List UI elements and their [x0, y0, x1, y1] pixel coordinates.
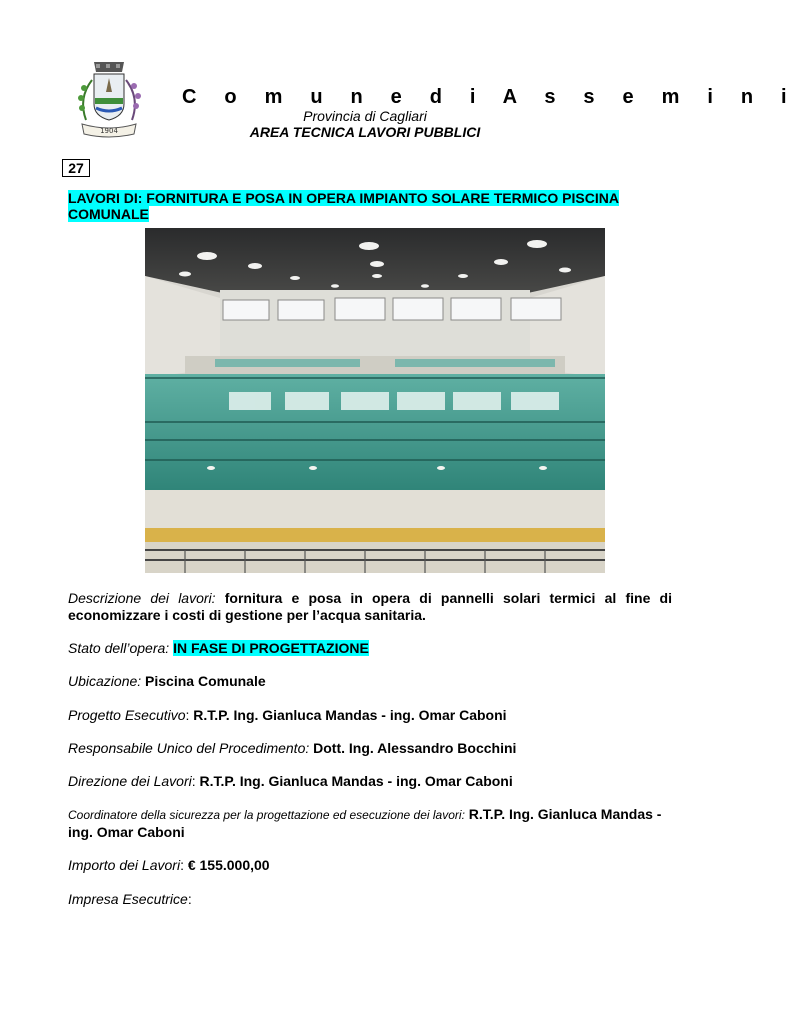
works-heading-text: LAVORI DI: FORNITURA E POSA IN OPERA IMPIANTO SOLARE TERMICO PISCINA COMUNALE [68, 190, 619, 222]
description-label: Descrizione dei lavori: [68, 590, 216, 606]
location-value: Piscina Comunale [145, 673, 266, 689]
safety-coordinator-field [68, 806, 672, 841]
safety-coordinator-label: Coordinatore della sicurezza per la progettazione ed esecuzione dei lavori: [68, 808, 465, 822]
rup-value: Dott. Ing. Alessandro Bocchini [313, 740, 517, 756]
municipal-crest-icon [72, 58, 146, 142]
municipality-title: C o m u n e d i A s s e m i n i [182, 86, 798, 108]
status-value: IN FASE DI PROGETTAZIONE [173, 640, 369, 656]
contractor-field: Impresa Esecutrice: [68, 891, 192, 907]
status-label: Stato dell’opera: [68, 640, 170, 656]
amount-label: Importo dei Lavori [68, 857, 181, 873]
amount-field: Importo dei Lavori: € 155.000,00 [68, 857, 270, 873]
works-heading [68, 190, 668, 222]
province-subtitle: Provincia di Cagliari [303, 108, 427, 124]
status-field [68, 640, 672, 657]
safety-coordinator-value: R.T.P. Ing. Gianluca Mandas - ing. Omar Caboni [68, 806, 662, 840]
sheet-number: 27 [62, 159, 90, 177]
executive-project-value: R.T.P. Ing. Gianluca Mandas - ing. Omar Caboni [193, 707, 507, 723]
crest-year: 1904 [100, 127, 118, 135]
executive-project-label: Progetto Esecutivo [68, 707, 186, 723]
works-direction-value: R.T.P. Ing. Gianluca Mandas - ing. Omar Caboni [199, 773, 513, 789]
works-direction-field: Direzione dei Lavori: R.T.P. Ing. Gianluca Mandas - ing. Omar Caboni [68, 773, 513, 789]
executive-project-field: Progetto Esecutivo: R.T.P. Ing. Gianluca Mandas - ing. Omar Caboni [68, 707, 507, 723]
description-field [68, 590, 672, 624]
swimming-pool-photo [145, 228, 605, 573]
works-direction-label: Direzione dei Lavori [68, 773, 192, 789]
rup-label: Responsabile Unico del Procedimento: [68, 740, 310, 756]
contractor-label: Impresa Esecutrice [68, 891, 188, 907]
rup-field [68, 740, 672, 757]
department-subtitle: AREA TECNICA LAVORI PUBBLICI [249, 124, 481, 140]
amount-value: € 155.000,00 [187, 857, 270, 873]
location-label: Ubicazione: [68, 673, 142, 689]
location-field [68, 673, 672, 690]
description-value: fornitura e posa in opera di pannelli solari termici al fine di economizzare i costi di gestione per l’acqua sanitaria. [68, 590, 672, 623]
